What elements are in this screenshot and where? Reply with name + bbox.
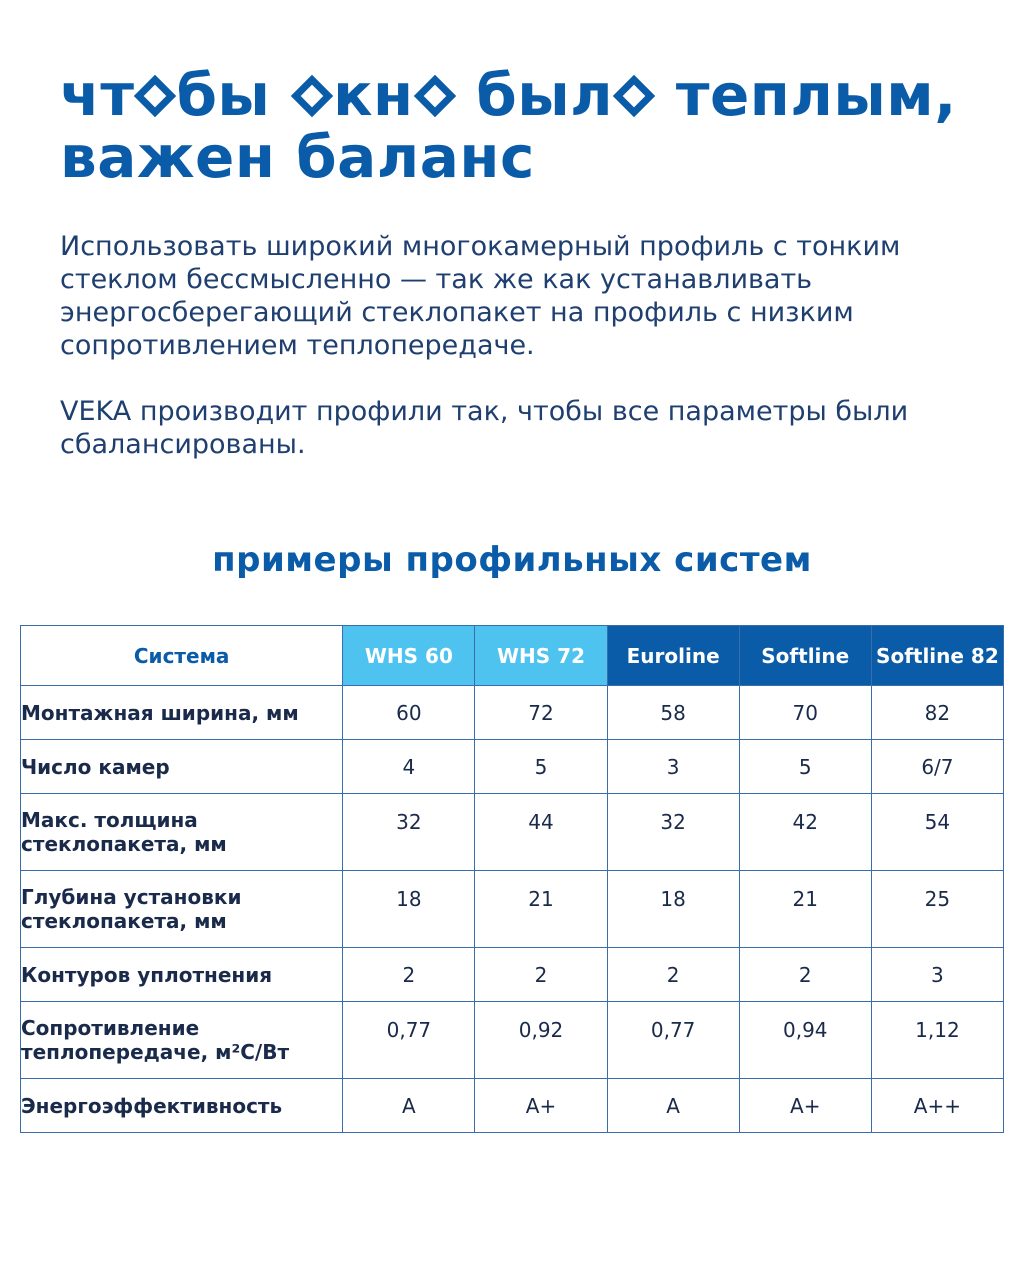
table-header-row bbox=[21, 626, 1004, 686]
diamond-letter-o-icon bbox=[134, 75, 176, 117]
diamond-letter-o-icon bbox=[291, 75, 333, 117]
row-label: Сопротивление теплопередаче, м²С/Вт bbox=[21, 1002, 343, 1079]
headline bbox=[60, 61, 980, 191]
row-label: Монтажная ширина, мм bbox=[21, 686, 343, 740]
table-cell: 54 bbox=[871, 794, 1003, 871]
table-cell: 25 bbox=[871, 871, 1003, 948]
headline-part: бы bbox=[176, 61, 292, 129]
veka-paragraph: VEKA производит профили так, чтобы все параметры были сбалансированы. bbox=[60, 396, 909, 460]
table-cell: 44 bbox=[475, 794, 607, 871]
header-softline-82: Softline 82 bbox=[871, 626, 1003, 686]
table-cell: 1,12 bbox=[871, 1002, 1003, 1079]
section-title: примеры профильных систем bbox=[212, 540, 812, 580]
header-euroline: Euroline bbox=[607, 626, 739, 686]
table-cell: 2 bbox=[475, 948, 607, 1002]
table-cell: 6/7 bbox=[871, 740, 1003, 794]
table-cell: A+ bbox=[739, 1079, 871, 1133]
table-row bbox=[21, 948, 1004, 1002]
table-cell: 0,92 bbox=[475, 1002, 607, 1079]
row-label: Энергоэффективность bbox=[21, 1079, 343, 1133]
header-whs-72: WHS 72 bbox=[475, 626, 607, 686]
table-cell: 70 bbox=[739, 686, 871, 740]
table-cell: 4 bbox=[343, 740, 475, 794]
diamond-letter-o-icon bbox=[613, 75, 655, 117]
table-row bbox=[21, 686, 1004, 740]
table-cell: A++ bbox=[871, 1079, 1003, 1133]
diamond-letter-o-icon bbox=[413, 75, 455, 117]
headline-part: теплым, bbox=[655, 61, 957, 129]
table-cell: 2 bbox=[343, 948, 475, 1002]
table-row bbox=[21, 871, 1004, 948]
table-cell: 32 bbox=[343, 794, 475, 871]
row-label: Макс. толщина стеклопакета, мм bbox=[21, 794, 343, 871]
table-cell: 18 bbox=[343, 871, 475, 948]
table-row bbox=[21, 740, 1004, 794]
headline-part: кн bbox=[333, 61, 414, 129]
header-whs-60: WHS 60 bbox=[343, 626, 475, 686]
table-cell: 0,94 bbox=[739, 1002, 871, 1079]
row-label: Число камер bbox=[21, 740, 343, 794]
table-cell: 58 bbox=[607, 686, 739, 740]
headline-part: был bbox=[455, 61, 614, 129]
headline-part: чт bbox=[60, 61, 135, 129]
headline-line-2: важен баланс bbox=[60, 123, 535, 191]
table-cell: 60 bbox=[343, 686, 475, 740]
table-cell: 21 bbox=[475, 871, 607, 948]
intro-paragraph: Использовать широкий многокамерный профиль с тонким стеклом бессмысленно — так же как устанавливать энергосберегающий стеклопакет на профиль с низким сопротивлением теплопередаче. bbox=[60, 231, 901, 361]
table-cell: 0,77 bbox=[343, 1002, 475, 1079]
row-label: Контуров уплотнения bbox=[21, 948, 343, 1002]
table-row bbox=[21, 1079, 1004, 1133]
table-cell: 5 bbox=[475, 740, 607, 794]
table-row bbox=[21, 1002, 1004, 1079]
profile-systems-table bbox=[20, 625, 1004, 1133]
table-cell: 18 bbox=[607, 871, 739, 948]
table-cell: 3 bbox=[607, 740, 739, 794]
header-label-system: Система bbox=[21, 626, 343, 686]
table-cell: 72 bbox=[475, 686, 607, 740]
table-cell: 2 bbox=[607, 948, 739, 1002]
row-label: Глубина установки стеклопакета, мм bbox=[21, 871, 343, 948]
table-cell: 32 bbox=[607, 794, 739, 871]
table-row bbox=[21, 794, 1004, 871]
table-cell: 5 bbox=[739, 740, 871, 794]
table-cell: A bbox=[343, 1079, 475, 1133]
table-cell: 3 bbox=[871, 948, 1003, 1002]
table-cell: 42 bbox=[739, 794, 871, 871]
table-cell: A bbox=[607, 1079, 739, 1133]
table-cell: 0,77 bbox=[607, 1002, 739, 1079]
table-cell: A+ bbox=[475, 1079, 607, 1133]
headline-line-1 bbox=[60, 61, 980, 129]
table-cell: 21 bbox=[739, 871, 871, 948]
table-cell: 82 bbox=[871, 686, 1003, 740]
header-softline: Softline bbox=[739, 626, 871, 686]
table-cell: 2 bbox=[739, 948, 871, 1002]
